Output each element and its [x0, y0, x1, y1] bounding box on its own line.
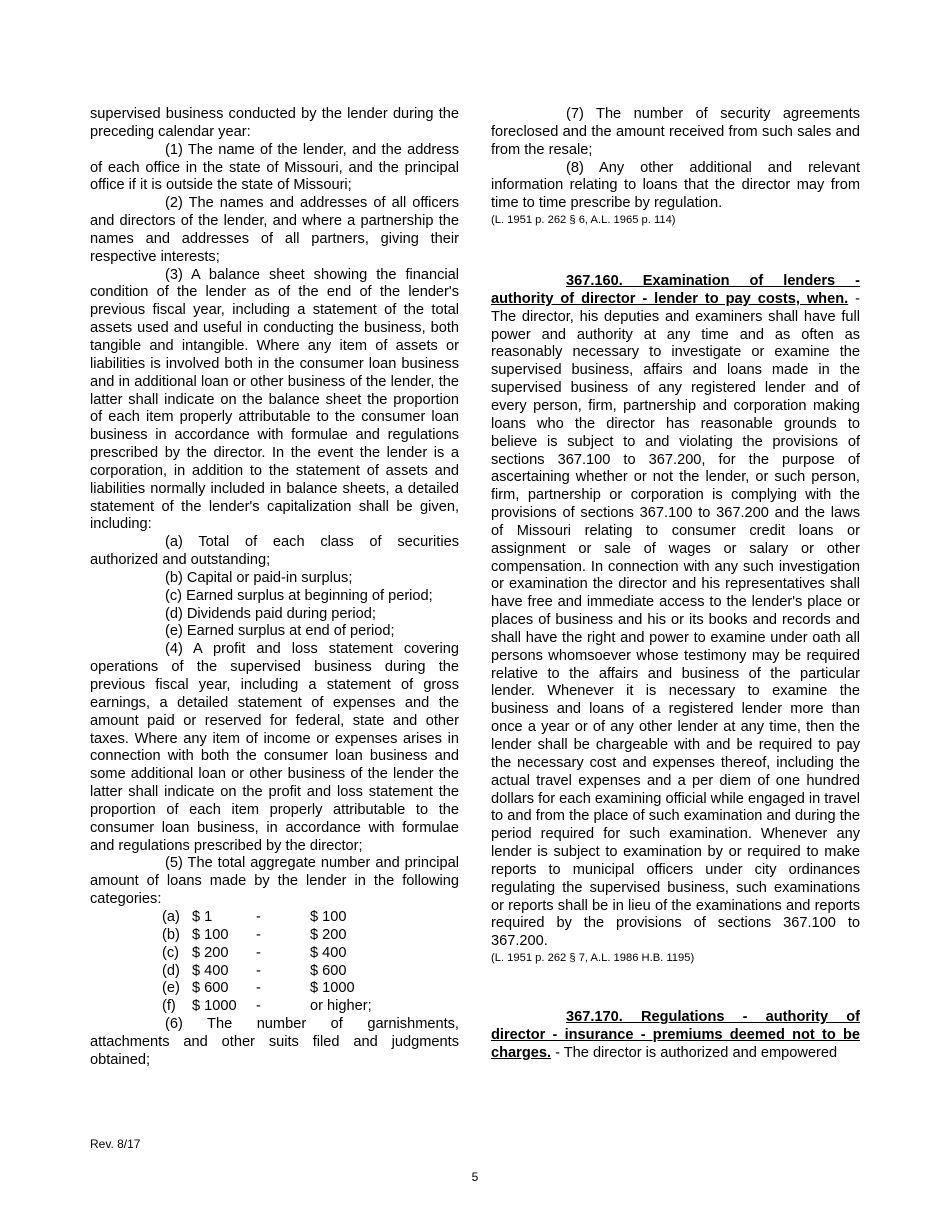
- category-dash: -: [256, 962, 261, 979]
- right-column: [491, 106, 860, 1063]
- section-367-170: [491, 1009, 860, 1063]
- table-row: [162, 927, 372, 945]
- category-from: $ 400: [192, 962, 229, 979]
- category-label: (f): [162, 998, 176, 1015]
- category-dash: -: [256, 980, 261, 997]
- left-column: [90, 106, 459, 1070]
- item-2: (2) The names and addresses of all officers and directors of the lender, and where a partnership the names and addresses of all partners, giving their respective interests;: [90, 195, 459, 265]
- table-row: [162, 945, 372, 963]
- section-heading-367-170: 367.170. Regulations - authority of director - insurance - premiums deemed not to be charges.: [491, 1009, 860, 1061]
- category-dash: -: [256, 926, 261, 943]
- category-label: (e): [162, 980, 180, 997]
- citation-367-150: (L. 1951 p. 262 § 6, A.L. 1965 p. 114): [491, 214, 676, 227]
- item-8: (8) Any other additional and relevant information relating to loans that the director may from time to time prescribe by regulation.: [491, 159, 860, 212]
- category-to: $ 400: [310, 944, 347, 961]
- table-row: [162, 909, 372, 927]
- category-from: $ 1000: [192, 998, 237, 1015]
- category-label: (c): [162, 944, 180, 961]
- category-to: $ 600: [310, 962, 347, 979]
- item-4: (4) A profit and loss statement covering operations of the supervised business during the previous fiscal year, including a statement of gross earnings, a detailed statement of expenses and the amount paid or reserved for federal, state and other taxes. Where any item of income or expenses arises in connection with both the consumer loan business and some additional loan or other business of the lender the latter shall indicate on the profit and loss statement the proportion of each item properly attributable to the consumer loan business, in accordance with formulae and regulations prescribed by the director;: [90, 641, 459, 854]
- item-3d: (d) Dividends paid during period;: [165, 605, 376, 622]
- category-to: $ 100: [310, 908, 347, 925]
- section-heading-367-160: 367.160. Examination of lenders - authority of director - lender to pay costs, when.: [491, 273, 860, 307]
- item-6: (6) The number of garnishments, attachments and other suits filed and judgments obtained;: [90, 1016, 459, 1068]
- citation-367-160: (L. 1951 p. 262 § 7, A.L. 1986 H.B. 1195): [491, 952, 695, 965]
- page-number: 5: [471, 1170, 479, 1184]
- table-row: [162, 980, 372, 998]
- revision-note: Rev. 8/17: [90, 1137, 141, 1151]
- category-label: (d): [162, 962, 180, 979]
- category-to: $ 1000: [310, 980, 355, 997]
- item-3e: (e) Earned surplus at end of period;: [165, 623, 395, 640]
- category-dash: -: [256, 908, 261, 925]
- category-dash: -: [256, 998, 261, 1015]
- category-label: (b): [162, 926, 180, 943]
- table-row: [162, 963, 372, 981]
- category-to: $ 200: [310, 926, 347, 943]
- item-3c: (c) Earned surplus at beginning of period;: [165, 587, 433, 604]
- item-1: (1) The name of the lender, and the address of each office in the state of Missouri, and the principal office if it is outside the state of Missouri;: [90, 141, 459, 194]
- category-from: $ 100: [192, 926, 229, 943]
- item-3a: (a) Total of each class of securities authorized and outstanding;: [90, 534, 459, 569]
- item-3b: (b) Capital or paid-in surplus;: [165, 569, 353, 586]
- category-label: (a): [162, 908, 180, 925]
- category-from: $ 200: [192, 944, 229, 961]
- section-body-367-160: - The director, his deputies and examiners shall have full power and authority at any time and as often as reasonably necessary to investigate or examine the supervised business, affairs and loans made in the supervised business of any registered lender and of every person, firm, partnership and corporation making loans who the director has reasonable grounds to believe is subject to and violating the provisions of sections 367.100 to 367.200, for the purpose of ascertaining whether or not the lender, or such person, firm, partnership or corporation is complying with the provisions of sections 367.100 to 367.200 and the laws of Missouri relating to consumer credit loans or assignment or sale of wages or salary or other compensation. In connection with any such investigation or examination the director and his representatives shall have free and immediate access to the lender's place or places of business and his or its books and records and shall have the right and power to examine under oath all persons whomsoever whose testimony may be required relative to the affairs and business of the particular lender. Whenever it is necessary to examine the business and loans of a registered lender more than once a year or of any other lender at any time, then the lender shall be chargeable with and be required to pay the necessary cost and expenses thereof, including the actual travel expenses and a per diem of one hundred dollars for each examining official while engaged in travel to and from the place of such examination and during the period required for such examination. Whenever any lender is subject to examination by or required to make reports to municipal officers under city ordinances regulating the supervised business, such examinations or reports shall be in lieu of the examinations and reports required by the provisions of sections 367.100 to 367.200.: [491, 290, 860, 950]
- table-row: [162, 998, 372, 1016]
- section-body-367-170: - The director is authorized and empowered: [551, 1044, 838, 1061]
- item-5: (5) The total aggregate number and principal amount of loans made by the lender in the following categories:: [90, 855, 459, 908]
- category-to: or higher;: [310, 998, 372, 1015]
- category-from: $ 1: [192, 908, 213, 925]
- item-7: (7) The number of security agreements foreclosed and the amount received from such sales and from the resale;: [491, 106, 860, 158]
- section-367-160: [491, 273, 860, 951]
- category-from: $ 600: [192, 980, 229, 997]
- intro-paragraph: supervised business conducted by the lender during the preceding calendar year:: [90, 106, 459, 140]
- item-3: (3) A balance sheet showing the financial condition of the lender as of the end of the lender's previous fiscal year, including a statement of the total assets used and useful in conducting the business, both tangible and intangible. Where any item of assets or liabilities is involved both in the consumer loan business and in additional loan or other business of the lender, the latter shall indicate on the balance sheet the proportion of each item properly attributable to the consumer loan business in accordance with formulae and regulations prescribed by the director. In the event the lender is a corporation, in addition to the statement of assets and liabilities normally included in balance sheets, a detailed statement of the lender's capitalization shall be given, including:: [90, 266, 459, 533]
- loan-category-table: [162, 909, 372, 1016]
- category-dash: -: [256, 944, 261, 961]
